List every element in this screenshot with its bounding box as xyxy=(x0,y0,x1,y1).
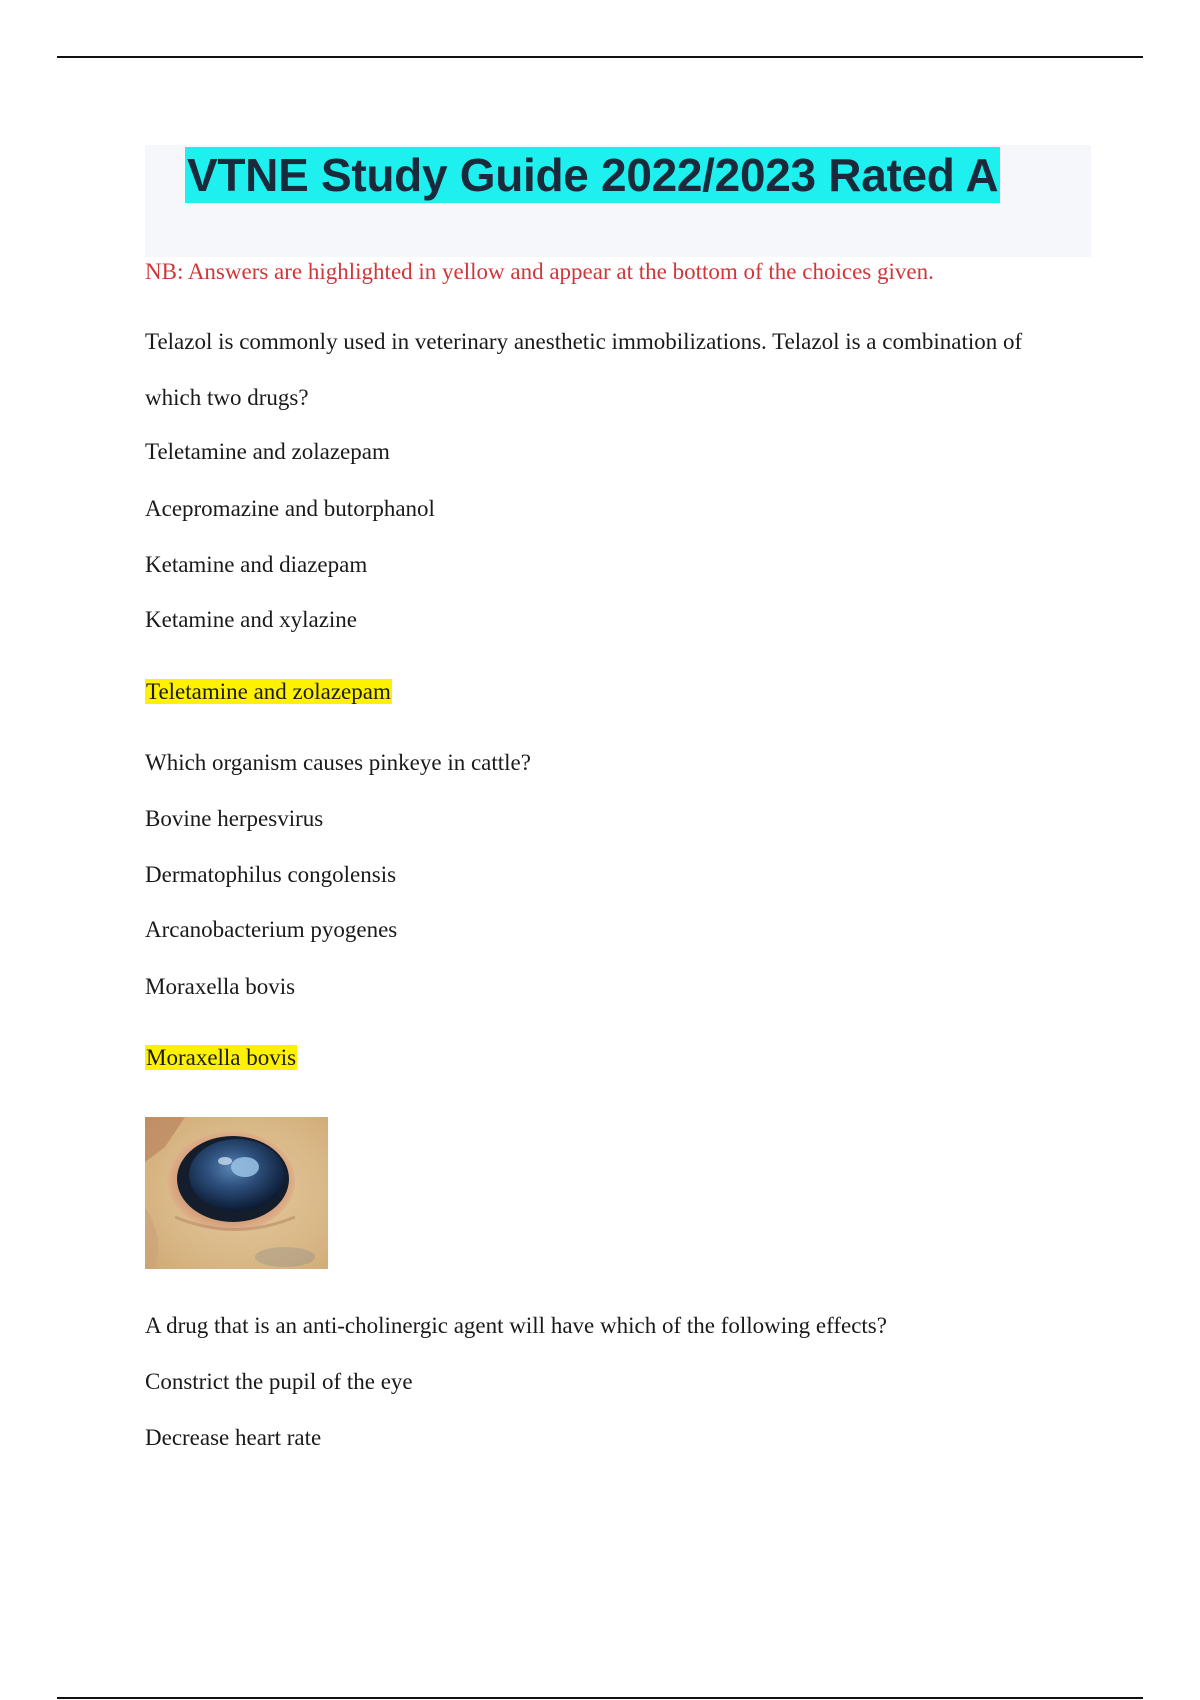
answer-highlight: Moraxella bovis xyxy=(146,1045,297,1070)
question-1-option-3: Ketamine and diazepam xyxy=(145,552,368,577)
top-rule xyxy=(57,56,1143,58)
question-2-option-4: Moraxella bovis xyxy=(145,974,296,999)
question-2-option-2: Dermatophilus congolensis xyxy=(145,862,397,887)
question-2-option-3: Arcanobacterium pyogenes xyxy=(145,917,398,942)
question-3-option-2: Decrease heart rate xyxy=(145,1425,322,1450)
answer-note: NB: Answers are highlighted in yellow and appear at the bottom of the choices given. xyxy=(145,259,934,284)
question-1-option-1: Teletamine and zolazepam xyxy=(145,439,390,464)
question-3-option-1: Constrict the pupil of the eye xyxy=(145,1369,413,1394)
question-1-option-4: Ketamine and xylazine xyxy=(145,607,358,632)
question-2-text: Which organism causes pinkeye in cattle? xyxy=(145,750,531,775)
question-1-option-2: Acepromazine and butorphanol xyxy=(145,496,435,521)
question-2-option-1: Bovine herpesvirus xyxy=(145,806,324,831)
question-1-text-line-1: Telazol is commonly used in veterinary anesthetic immobilizations. Telazol is a combination of xyxy=(145,329,1023,354)
page-title: VTNE Study Guide 2022/2023 Rated A xyxy=(187,149,999,201)
question-1-answer xyxy=(145,677,392,707)
bovine-eye-photo xyxy=(145,1117,328,1269)
question-1-text-line-2: which two drugs? xyxy=(145,385,309,410)
bottom-rule xyxy=(57,1697,1143,1699)
question-2-answer xyxy=(145,1043,297,1073)
question-3-text: A drug that is an anti-cholinergic agent will have which of the following effects? xyxy=(145,1313,887,1338)
answer-highlight: Teletamine and zolazepam xyxy=(146,679,391,704)
